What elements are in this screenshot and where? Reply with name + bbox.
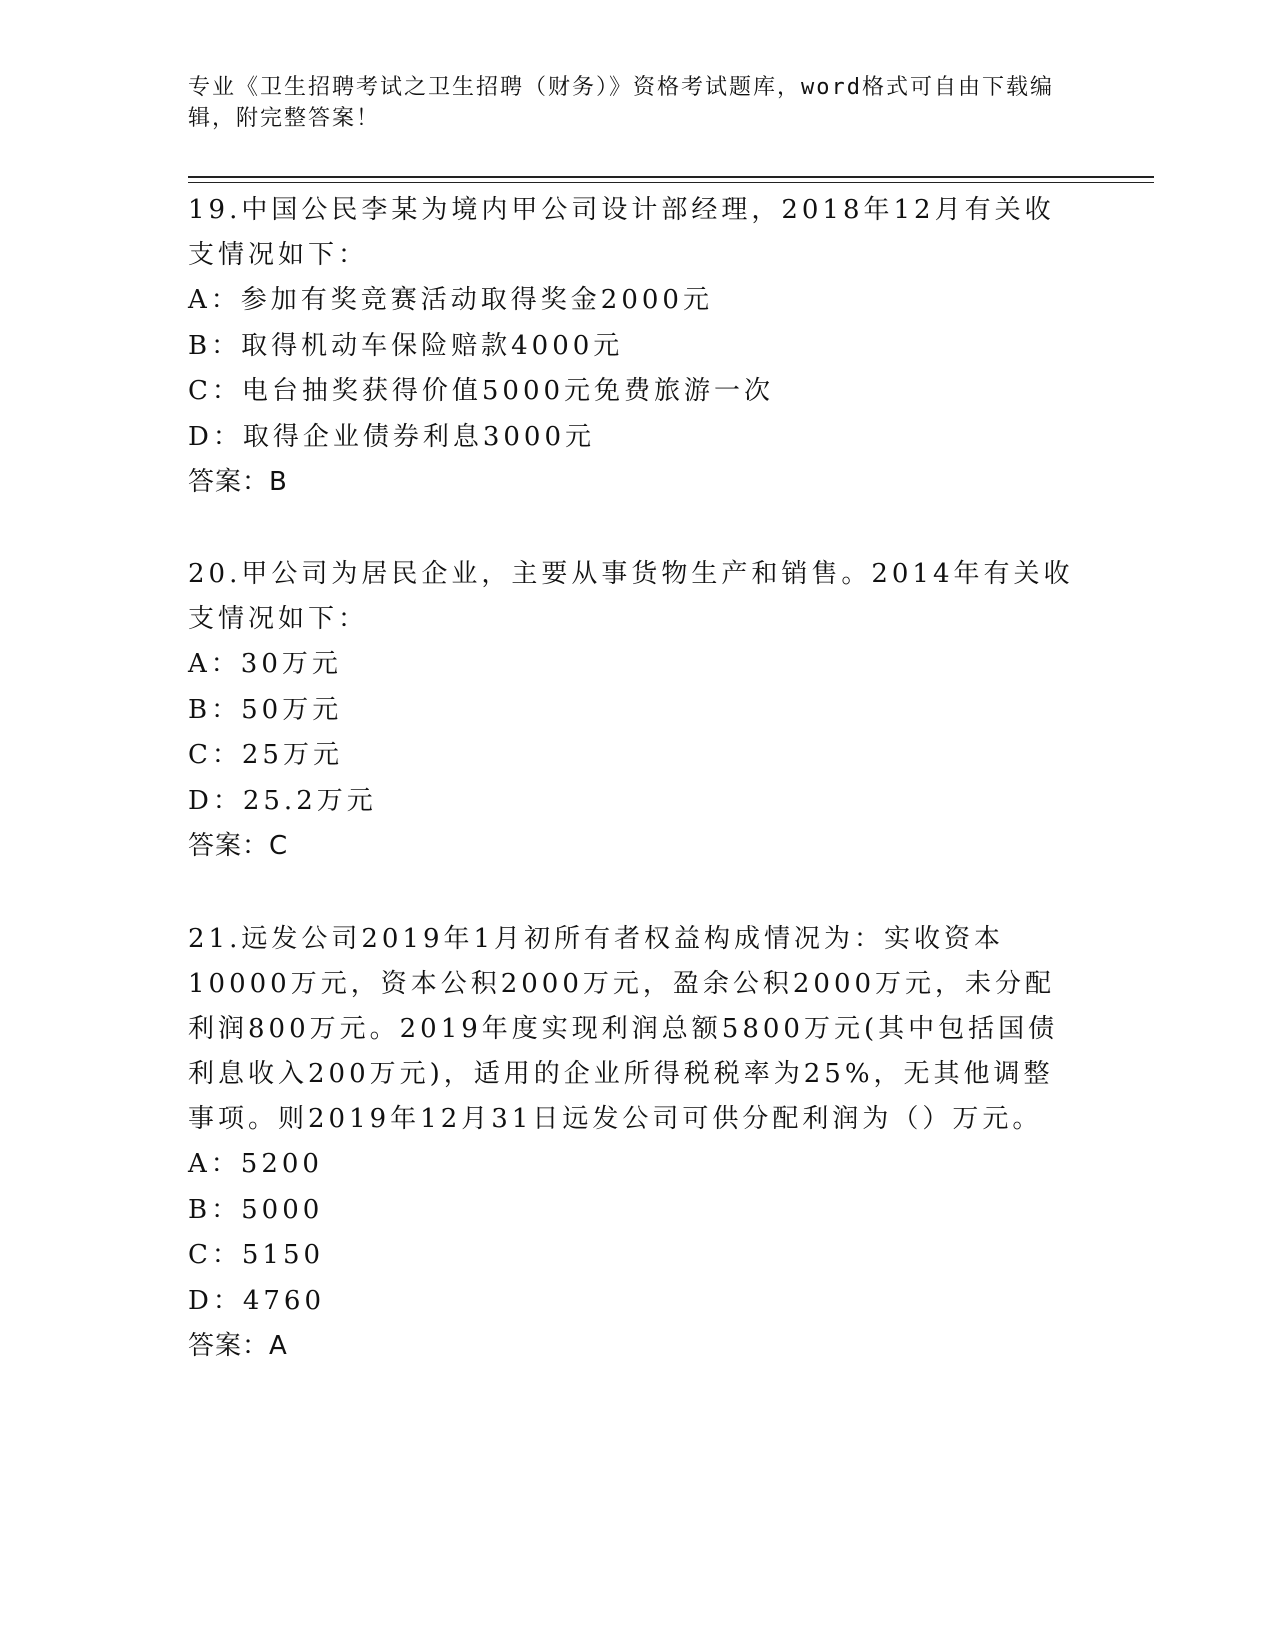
option-b: B：取得机动车保险赔款4000元 (188, 330, 624, 361)
question-20 (188, 552, 1078, 869)
answer: 答案：C (188, 831, 289, 861)
document-header: 专业《卫生招聘考试之卫生招聘（财务）》资格考试题库，word格式可自由下载编辑，附完整答案！ (188, 75, 1054, 131)
header-divider-thick (188, 176, 1154, 178)
option-d: D：取得企业债券利息3000元 (188, 421, 596, 452)
option-b: B：5000 (188, 1194, 324, 1225)
option-b: B：50万元 (188, 694, 343, 725)
option-c: C：25万元 (188, 740, 343, 770)
question-stem: 19.中国公民李某为境内甲公司设计部经理，2018年12月有关收支情况如下： (188, 195, 1055, 270)
header-divider-thin (188, 182, 1154, 183)
question-stem: 21.远发公司2019年1月初所有者权益构成情况为：实收资本10000万元，资本公积2000万元，盈余公积2000万元，未分配利润800万元。2019年度实现利润总额5800万元(其中包括国债利息收入200万元)，适用的企业所得税税率为25%，无其他调整事项。则2019年12月31日远发公司可供分配利润为（）万元。 (188, 924, 1059, 1134)
option-c: C：电台抽奖获得价值5000元免费旅游一次 (188, 376, 775, 406)
answer: 答案：B (188, 467, 288, 497)
option-a: A：5200 (188, 1149, 323, 1179)
option-d: D：25.2万元 (188, 785, 377, 816)
option-c: C：5150 (188, 1240, 325, 1270)
option-a: A：参加有奖竞赛活动取得奖金2000元 (188, 285, 713, 315)
question-19 (188, 188, 1078, 505)
option-d: D：4760 (188, 1285, 326, 1316)
question-stem: 20.甲公司为居民企业，主要从事货物生产和销售。2014年有关收支情况如下： (188, 559, 1074, 634)
answer: 答案：A (188, 1331, 288, 1361)
question-21 (188, 917, 1078, 1369)
option-a: A：30万元 (188, 649, 342, 679)
